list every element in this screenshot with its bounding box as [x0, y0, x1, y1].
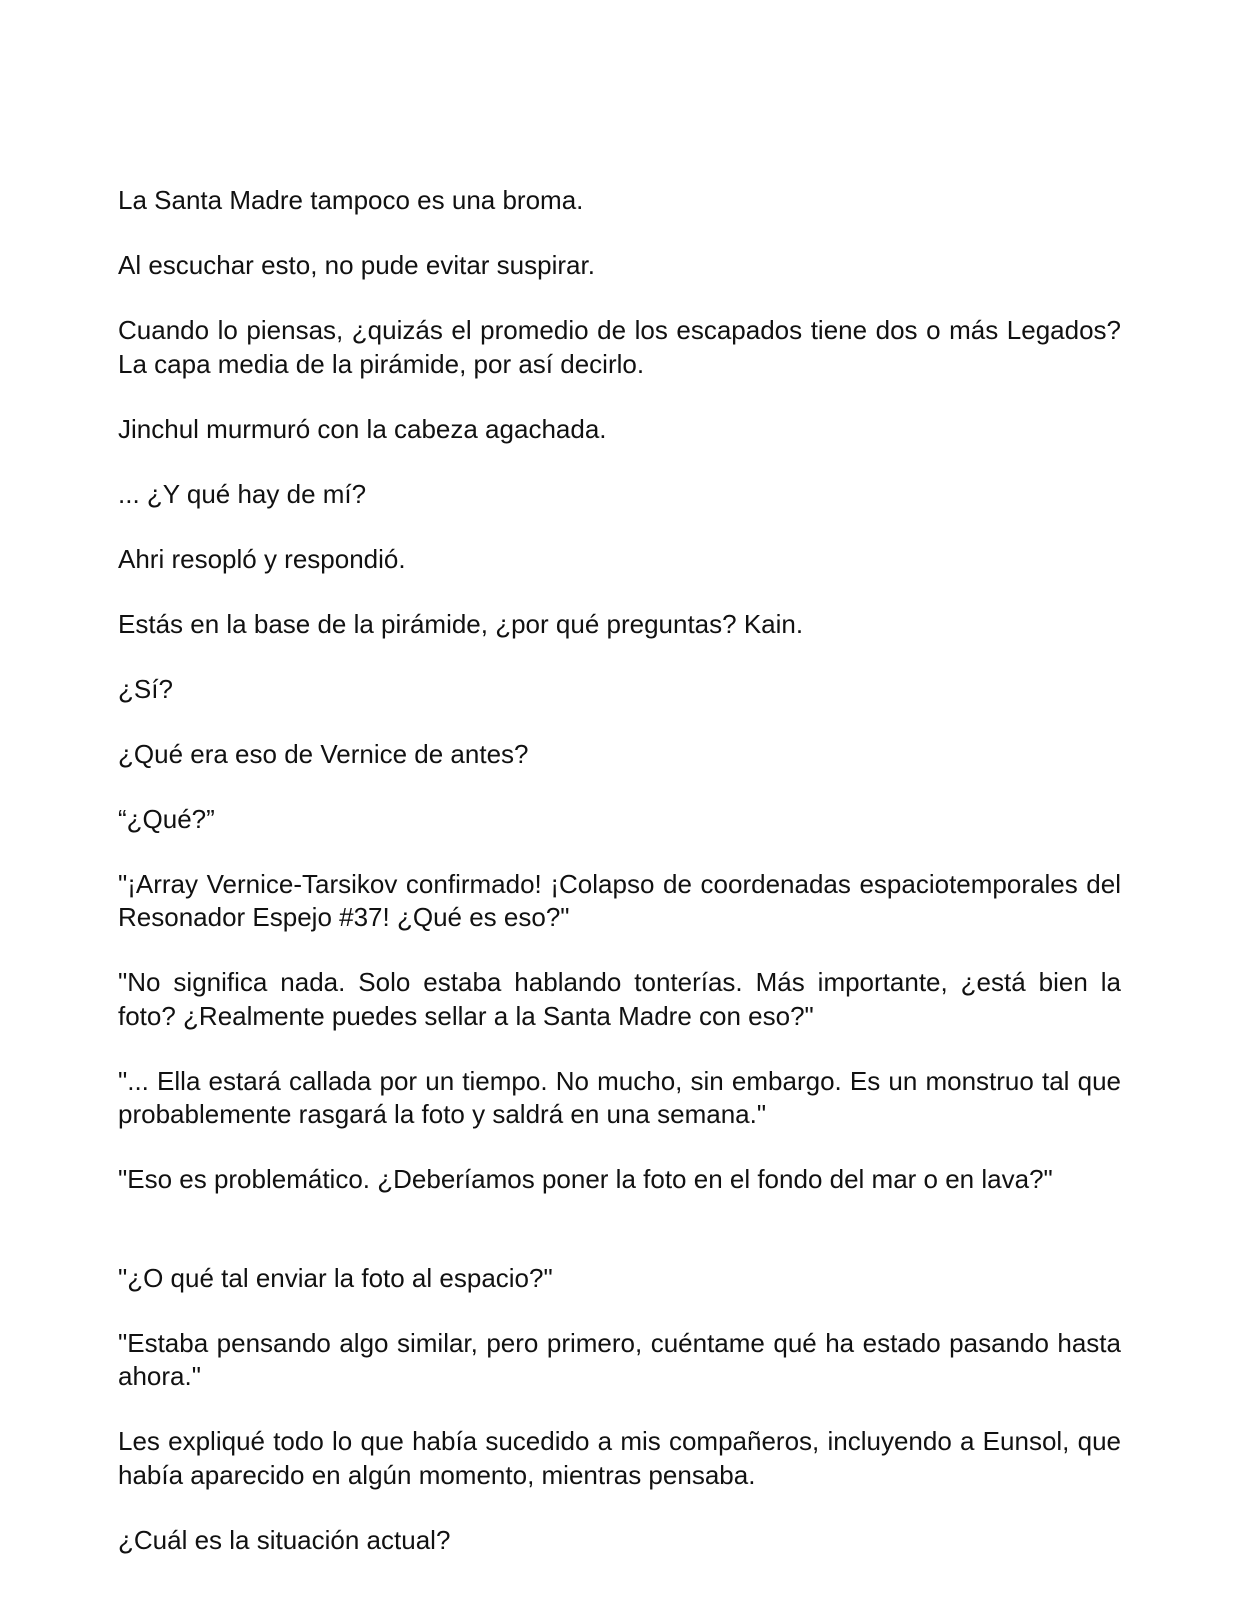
paragraph-3: Cuando lo piensas, ¿quizás el promedio de los escapados tiene dos o más Legados? La capa media de la pirámide, por así decirlo. [118, 315, 1121, 379]
paragraph-2: Al escuchar esto, no pude evitar suspirar. [118, 250, 595, 280]
paragraph-15: "¿O qué tal enviar la foto al espacio?" [118, 1262, 553, 1293]
paragraph-12: "No significa nada. Solo estaba hablando tonterías. Más importante, ¿está bien la foto? ¿Realmente puedes sellar a la Santa Madre con eso?" [118, 967, 1121, 1031]
paragraph-14: "Eso es problemático. ¿Deberíamos poner la foto en el fondo del mar o en lava?" [118, 1164, 1053, 1194]
paragraph-17: Les expliqué todo lo que había sucedido a mis compañeros, incluyendo a Eunsol, que había aparecido en algún momento, mientras pensaba. [118, 1426, 1121, 1490]
paragraph-1: La Santa Madre tampoco es una broma. [118, 185, 584, 215]
paragraph-8: ¿Sí? [118, 673, 173, 704]
paragraph-18: ¿Cuál es la situación actual? [118, 1524, 451, 1555]
paragraph-5: ... ¿Y qué hay de mí? [118, 478, 367, 509]
paragraph-9: ¿Qué era eso de Vernice de antes? [118, 738, 529, 769]
paragraph-11: "¡Array Vernice-Tarsikov confirmado! ¡Colapso de coordenadas espaciotemporales del Resonador Espejo #37! ¿Qué es eso?" [118, 868, 1121, 932]
paragraph-6: Ahri resopló y respondió. [118, 543, 406, 574]
paragraph-16: "Estaba pensando algo similar, pero primero, cuéntame qué ha estado pasando hasta ahora." [118, 1327, 1121, 1391]
paragraph-13: "... Ella estará callada por un tiempo. No mucho, sin embargo. Es un monstruo tal que probablemente rasgará la foto y saldrá en una semana." [118, 1065, 1121, 1129]
paragraph-7: Estás en la base de la pirámide, ¿por qué preguntas? Kain. [118, 608, 804, 639]
paragraph-10: “¿Qué?” [118, 803, 215, 834]
text-body [118, 184, 1121, 1589]
paragraph-4: Jinchul murmuró con la cabeza agachada. [118, 413, 607, 444]
